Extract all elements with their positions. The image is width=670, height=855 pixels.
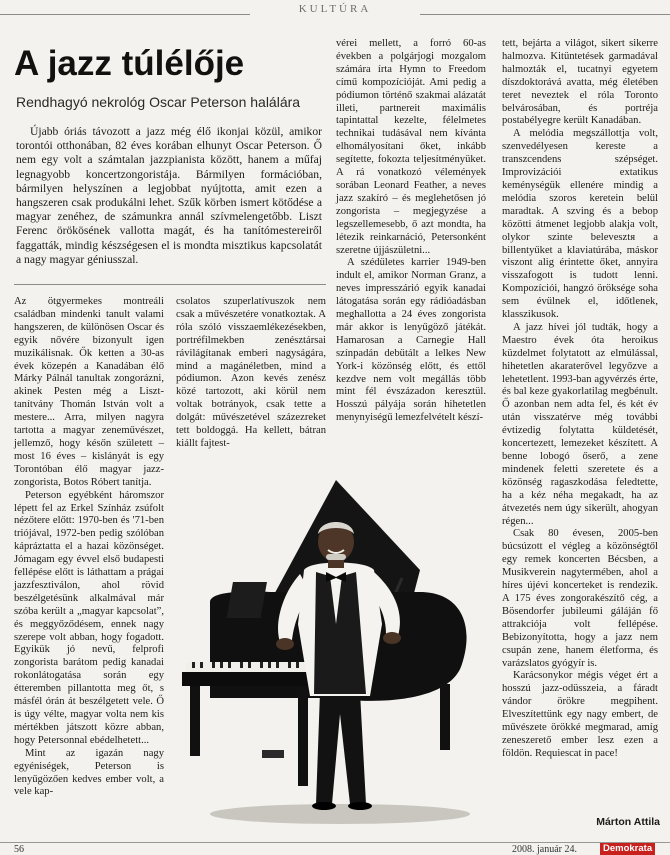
- page-number: 56: [14, 844, 24, 855]
- lead-divider: [14, 284, 326, 285]
- paragraph: Az ötgyermekes montreáli családban mindenki tanult valami hangszeren, de különösen Oscar és egyik nővére bizonyult igen muzikálisnak. Ők ketten a 30-as évek közepén a Kanadában élő Márky Pálnál tanultak zongorázni, akinek Pesten még a Liszt-tanítvány Thomán István volt a mestere... Arra, milyen nagyra tartotta a magyar zeneművészet, jellemző, hogy későn született – most 16 éves – kislányát is egy Torontóban élő magyar jazz-zongorista, Botos Róbert tanítja.: [14, 296, 164, 488]
- floor-shadow: [210, 804, 470, 824]
- pianist-trousers: [316, 692, 366, 804]
- paragraph: A szédületes karrier 1949-ben indult el, amikor Norman Granz, a neves impresszárió egyik kanadai látogatása során egy rádióadásban meghallotta a 24 éves zongorista már akkor is lenyűgöző játékát. Hamarosan a Carnegie Hall színpadán debütált a lelkes New York-i közönség előtt, és ettől kezdve nem volt megállás több mint fél évszázadon keresztül. Hosszú pályája során hihetetlen menynyiségű lemezfelvételt készí-: [336, 257, 486, 424]
- lead-paragraph: Újabb óriás távozott a jazz még élő ikonjai közül, amikor torontói otthonában, 82 éves korában elhunyt Oscar Peterson. Ő nem egy volt a számtalan jazzpianista között, hanem a műfaj legnagyobb koncertzongoristája. Bármilyen formációban, bármilyen helyszínen a legjobbat nyújtotta, amit ezen a hangszeren csak produkálni lehet. Szűk körben ismert kötődése a magyar zenéhez, de számunkra annál szívmelengetőbb. Liszt Ferenc örökösének vallotta magát, és ha tanítómestereiről faggatták, mindig készségesen el is mondta misztikus kapcsolatát a nagy magyar géniusszal.: [16, 125, 322, 266]
- footer-rule: [0, 842, 670, 843]
- text-column-1: [14, 296, 164, 799]
- paragraph: csolatos szuperlatívuszok nem csak a művészetére vonatkoztak. A róla szóló visszaemlékezésekben, portréfilmekben zenésztársai rávilágítanak emberi nagyságára, mind a magánéletben, mind a pódiumon. Azon kevés zenész közé tartozott, aki körül nem voltak botrányok, csak tette a dolgát: művészetével százezreket tett boldoggá. Ha kellett, bátran kiállt fajtest-: [176, 296, 326, 449]
- piano-leg: [190, 686, 200, 756]
- piano-pedals: [262, 750, 284, 758]
- text-column-2: [176, 296, 326, 451]
- paragraph: vérei mellett, a forró 60-as években a polgárjogi mozgalom számára írta Hymn to Freedom című kompozícióját. Ami pedig a pódiumon történő szakmai alázatát illeti, partnereit maximális tapintattal kezelte, félelmetes technikai tudásával nem kívánta elhomályosítani őket, inkább segítette, fokozta teljesítményüket. A rá vonatkozó vélemények sorában Leonard Feather, a neves jazz szakíró – és meglehetősen jó zongorista – megjegyzése a legszellemesebb, ő azt mondta, ha létezik reinkarnáció, Petersonként szeretne újjászületni...: [336, 38, 486, 256]
- paragraph: A melódia megszállottja volt, szenvedélyesen kereste a transzcendens szépséget. Improvizációi extatikus keménységük ellenére mindig a melódia szoros keretein belül maradtak. A szving és a bebop közötti átmenet legjobb alakja volt, olykor szinte belevesztя a billentyűket a klaviatúrába, máskor viszont alig érintette őket, annyira visszafogott is tudott lenni. Kompozíciói, hangzó öröksége soha sem évülnek el, időtlenek, klasszikusok.: [502, 128, 658, 321]
- pianist-beard: [326, 554, 346, 560]
- article-lead: [16, 125, 322, 267]
- paragraph: Peterson egyébként háromszor lépett fel az Erkel Színház zsúfolt nézőtere előtt: 1970-ben és '71-ben triójával, 1972-ben pedig szólóban kápráztatta el a hazai közönséget. Jómagam egy évvel első budapesti fellépése előtt is láthattam a prágai jazzfesztiválon, ahol rövid beszélgetésünk alkalmával már szóba került a „magyar kapcsolat”, és meggyőződésem, ennek nagy szerepe volt abban, hogy fogadott. Egyikük jó nevű, felprofi zongorista barátom pedig kanadai rokonlátogatása során egy étteremben pillantotta meg őt, s másfél órán át beszélgetett vele. Ő is úgy vélte, magyar volta nem kis mértékben játszott közre abban, hogy Petersonnal ebédelhetett...: [14, 489, 164, 746]
- piano-key-cover: [182, 672, 314, 686]
- pianist-shoe: [312, 802, 336, 810]
- issue-date: 2008. január 24.: [512, 844, 577, 855]
- piano-music-stand: [227, 582, 267, 618]
- author-byline: Márton Attila: [596, 816, 660, 828]
- paragraph: Karácsonykor mégis véget ért a hosszú jazz-odüsszeia, a fáradt vándor örökre megpihent. Elveszítettünk egy nagy embert, de művészete örökké megmarad, amíg zeneszerető ember lesz ezen a földön. Requiescat in pace!: [502, 670, 658, 759]
- text-column-4: [502, 38, 658, 761]
- piano-leg: [440, 684, 450, 750]
- section-label: KULTÚRA: [298, 3, 372, 15]
- pianist-hand: [383, 632, 401, 644]
- text-column-3: [336, 38, 486, 425]
- paragraph: Csak 80 évesen, 2005-ben búcsúzott el végleg a közönségtől egy remek koncerten Bécsben, a Musikverein nagytermében, ahol a híres újévi koncerteket is rendezik. A 175 éves zongorakészítő cég, a Bösendorfer jubileumi gáláján fő attrakciója volt fellépése. Bebizonyította, hogy a jazz nem csupán zene, hanem életforma, és varázslatos gyógyír is.: [502, 528, 658, 669]
- article-subtitle: Rendhagyó nekrológ Oscar Peterson halálára: [16, 94, 301, 110]
- pianist-hand: [276, 638, 294, 650]
- pianist-photo: [170, 474, 494, 836]
- article-title: A jazz túlélője: [14, 44, 245, 83]
- paragraph: tett, bejárta a világot, sikert sikerre halmozva. Kitüntetések garmadával halmozták el, tucatnyi egyetem díszdoktorává avatta, még életében teret neveztek el róla Toronto belvárosában, és portréja postabélyegre került Kanadában.: [502, 38, 658, 127]
- magazine-logo: Demokrata: [600, 843, 655, 855]
- piano-leg: [298, 690, 308, 786]
- paragraph: A jazz hívei jól tudták, hogy a Maestro évek óta heroikus küzdelmet folytatott az elmúlással, hihetetlen akaraterővel legyőzve a lehetetlent. 1993-ban agyvérzés érte, és bal keze gyakorlatilag megbénult. Ő azonban nem adta fel, és két év után visszatérve még további évtizedig folytatta küldetését, koncertezett, lemezeket készített. A benne lobogó őserő, a zene mindenek feletti szeretete és a közönség ragaszkodása feledtette, ha a kéz néha megakadt, ha az átvezetés nem úgy sikerült, ahogyan régen...: [502, 321, 658, 527]
- paragraph: Mint az igazán nagy egyéniségek, Peterson is lenyűgözően kedves ember volt, a vele kap-: [14, 747, 164, 798]
- pianist-shoe: [348, 802, 372, 810]
